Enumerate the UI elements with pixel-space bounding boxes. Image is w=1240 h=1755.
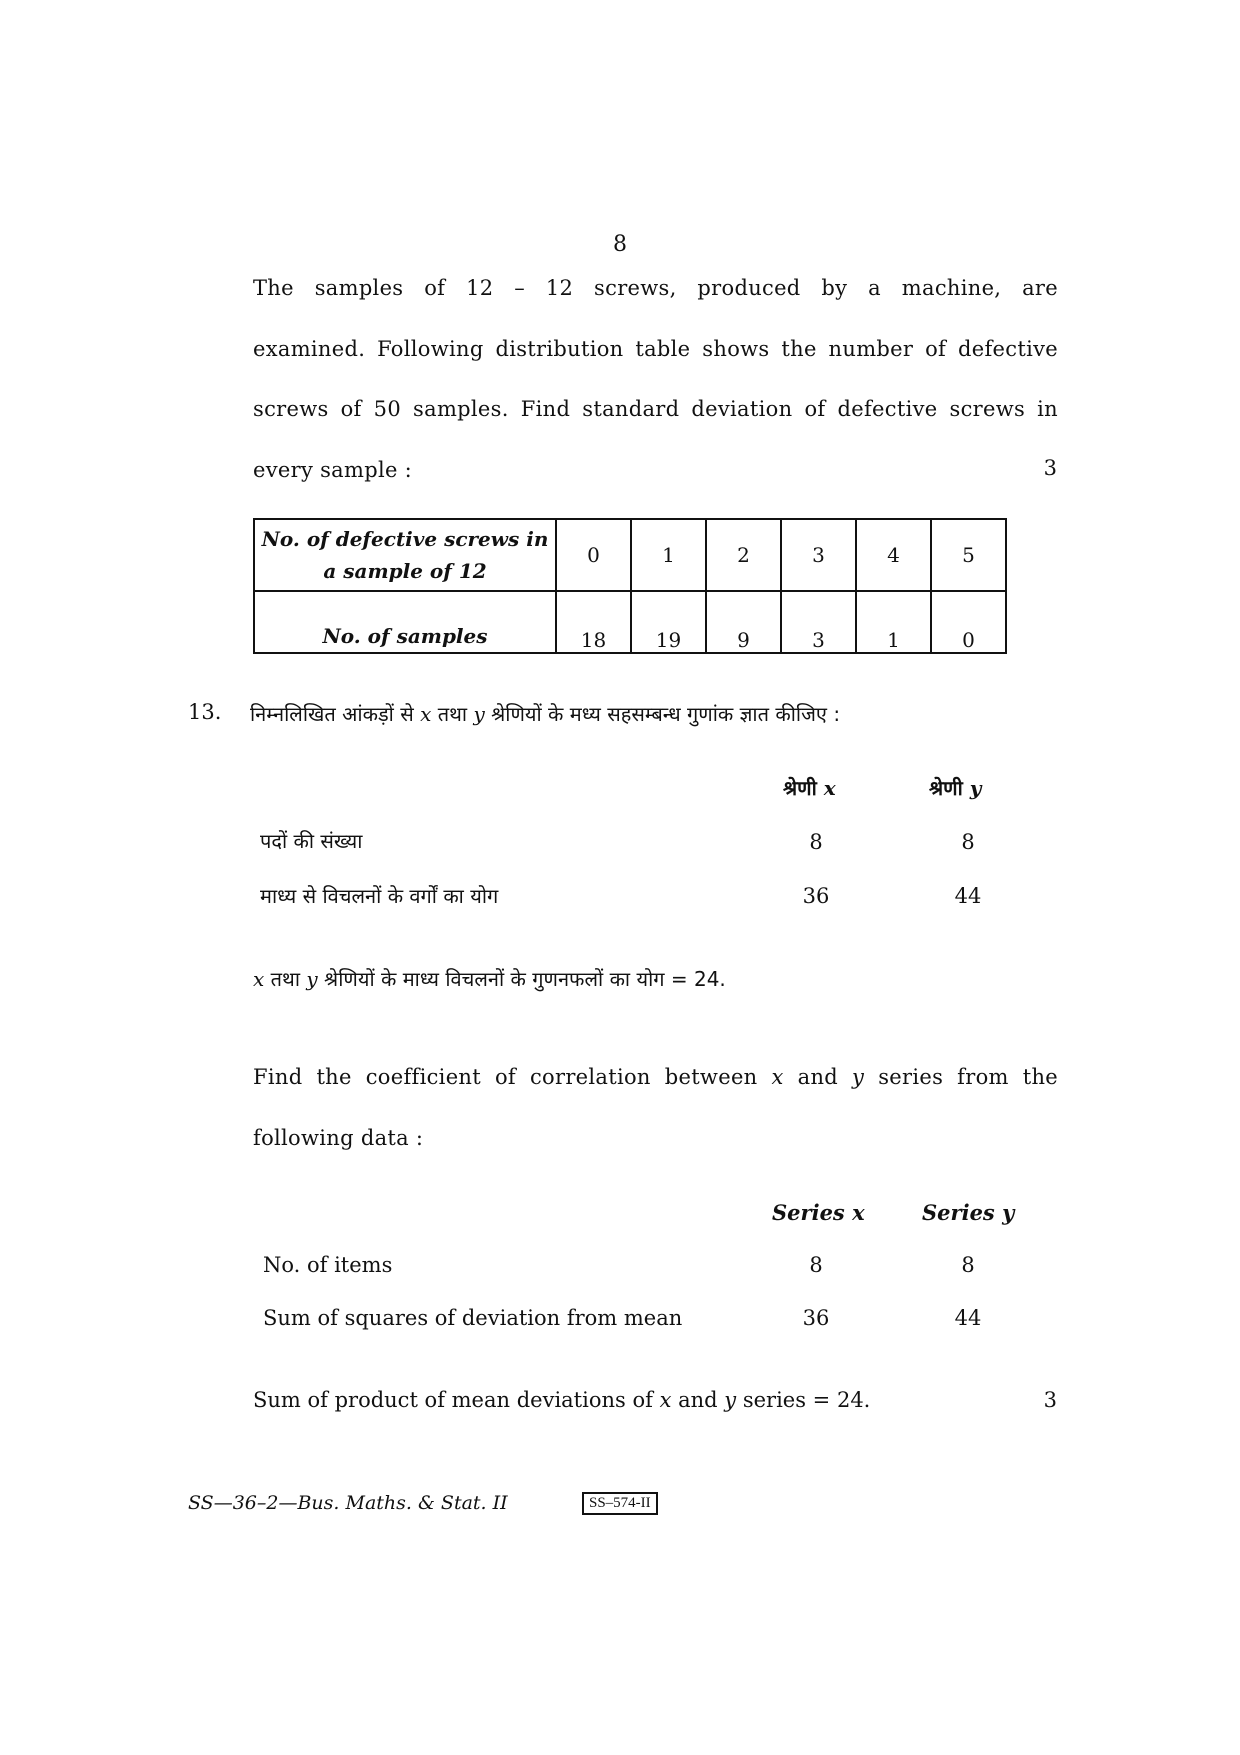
defective-count-0: 0	[556, 519, 631, 591]
q13-english-line-2: following data :	[253, 1126, 424, 1150]
q12-marks: 3	[1043, 456, 1057, 480]
defective-screws-table	[253, 518, 1007, 654]
hindi-row2-y: 44	[954, 884, 982, 908]
samples-count-4: 1	[856, 591, 931, 653]
q12-line-2: examined. Following distribution table shows the number of defective	[253, 337, 1058, 361]
hindi-row2-x: 36	[802, 884, 830, 908]
hindi-row1-x: 8	[809, 830, 823, 854]
defective-count-4: 4	[856, 519, 931, 591]
row-items-y: 8	[961, 1253, 975, 1277]
defective-count-2: 2	[706, 519, 781, 591]
row-squares-x: 36	[802, 1306, 830, 1330]
row-items-x: 8	[809, 1253, 823, 1277]
samples-count-5: 0	[931, 591, 1006, 653]
table-row	[254, 519, 1006, 591]
page-number: 8	[613, 232, 627, 257]
question-13-number: 13.	[188, 700, 222, 724]
hindi-row-squares: माध्य से विचलनों के वर्गों का योग	[260, 884, 499, 908]
q13-english-line-1: Find the coefficient of correlation between x and y series from the	[253, 1065, 1059, 1089]
series-x-header: Series x	[772, 1200, 865, 1225]
defective-count-5: 5	[931, 519, 1006, 591]
samples-count-0: 18	[556, 591, 631, 653]
table-row	[254, 591, 1006, 653]
defective-count-1: 1	[631, 519, 706, 591]
hindi-col-head-y: श्रेणी y	[929, 776, 982, 800]
q12-line-1: The samples of 12 – 12 screws, produced by a machine, are	[253, 276, 1058, 300]
hindi-row-items: पदों की संख्या	[260, 829, 363, 853]
hindi-sum-line: x तथा y श्रेणियों के माध्य विचलनों के गुणनफलों का योग = 24.	[253, 967, 726, 991]
defective-count-3: 3	[781, 519, 856, 591]
hindi-row1-y: 8	[961, 830, 975, 854]
q12-line-3: screws of 50 samples. Find standard deviation of defective screws in	[253, 397, 1058, 421]
row-squares-y: 44	[954, 1306, 982, 1330]
samples-count-2: 9	[706, 591, 781, 653]
sum-product-line: Sum of product of mean deviations of x and y series = 24.	[253, 1388, 871, 1412]
row-items-label: No. of items	[263, 1253, 393, 1277]
footer-paper-code: SS–574-II	[582, 1492, 658, 1515]
samples-count-3: 3	[781, 591, 856, 653]
row-squares-label: Sum of squares of deviation from mean	[263, 1306, 683, 1330]
table-header-label: No. of defective screws in a sample of 12	[254, 519, 556, 591]
series-y-header: Series y	[922, 1200, 1015, 1225]
q13-marks: 3	[1043, 1388, 1057, 1412]
footer-course: SS—36–2—Bus. Maths. & Stat. II	[188, 1492, 508, 1514]
samples-count-1: 19	[631, 591, 706, 653]
q13-hindi-question: निम्नलिखित आंकड़ों से x तथा y श्रेणियों के मध्य सहसम्बन्ध गुणांक ज्ञात कीजिए :	[250, 702, 841, 726]
q12-line-4: every sample :	[253, 458, 413, 482]
hindi-col-head-x: श्रेणी x	[783, 776, 836, 800]
table-row-label: No. of samples	[254, 591, 556, 653]
